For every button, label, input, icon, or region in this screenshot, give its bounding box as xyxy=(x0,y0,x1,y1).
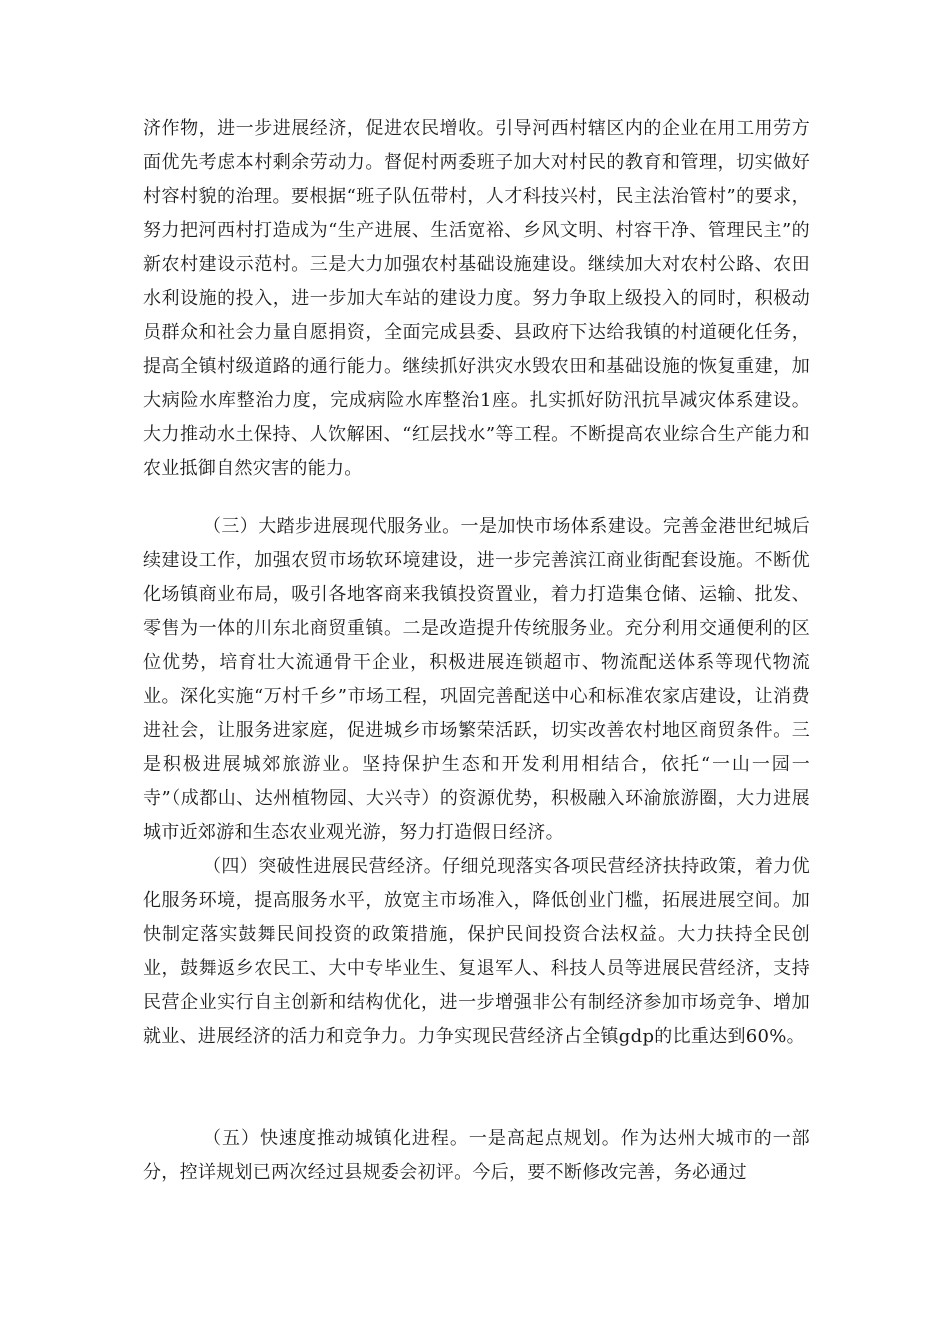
paragraph-modern-services: （三）大踏步进展现代服务业。一是加快市场体系建设。完善金港世纪城后续建设工作，加强农贸市场软环境建设，进一步完善滨江商业街配套设施。不断优化场镇商业布局，吸引各地客商来我镇投资置业，着力打造集仓储、运输、批发、零售为一体的川东北商贸重镇。二是改造提升传统服务业。充分利用交通便利的区位优势，培育壮大流通骨干企业，积极进展连锁超市、物流配送体系等现代物流业。深化实施“万村千乡”市场工程，巩固完善配送中心和标准农家店建设，让消费进社会，让服务进家庭，促进城乡市场繁荣活跃，切实改善农村地区商贸条件。三是积极进展城郊旅游业。坚持保护生态和开发利用相结合，依托“一山一园一寺”（成都山、达州植物园、大兴寺）的资源优势，积极融入环渝旅游圈，大力进展城市近郊游和生态农业观光游，努力打造假日经济。 xyxy=(143,516,810,843)
paragraph-rural-infrastructure: 济作物，进一步进展经济，促进农民增收。引导河西村辖区内的企业在用工用劳方面优先考虑本村剩余劳动力。督促村两委班子加大对村民的教育和管理，切实做好村容村貌的治理。要根据“班子队伍带村，人才科技兴村，民主法治管村”的要求，努力把河西村打造成为“生产进展、生活宽裕、乡风文明、村容干净、管理民主”的新农村建设示范村。三是大力加强农村基础设施建设。继续加大对农村公路、农田水利设施的投入，进一步加大车站的建设力度。努力争取上级投入的同时，积极动员群众和社会力量自愿捐资，全面完成县委、县政府下达给我镇的村道硬化任务，提高全镇村级道路的通行能力。继续抓好洪灾水毁农田和基础设施的恢复重建，加大病险水库整治力度，完成病险水库整治1座。扎实抓好防汛抗旱减灾体系建设。大力推动水土保持、人饮解困、“红层找水”等工程。不断提高农业综合生产能力和农业抵御自然灾害的能力。 xyxy=(143,118,810,479)
paragraph-urbanization: （五）快速度推动城镇化进程。一是高起点规划。作为达州大城市的一部分，控详规划已两次经过县规委会初评。今后，要不断修改完善，务必通过 xyxy=(143,1128,810,1183)
paragraph-private-economy: （四）突破性进展民营经济。仔细兑现落实各项民营经济扶持政策，着力优化服务环境，提高服务水平，放宽主市场准入，降低创业门槛，拓展进展空间。加快制定落实鼓舞民间投资的政策措施，保护民间投资合法权益。大力扶持全民创业，鼓舞返乡农民工、大中专毕业生、复退军人、科技人员等进展民营经济，支持民营企业实行自主创新和结构优化，进一步增强非公有制经济参加市场竞争、增加就业、进展经济的活力和竞争力。力争实现民营经济占全镇gdp的比重达到60%。 xyxy=(143,856,810,1047)
